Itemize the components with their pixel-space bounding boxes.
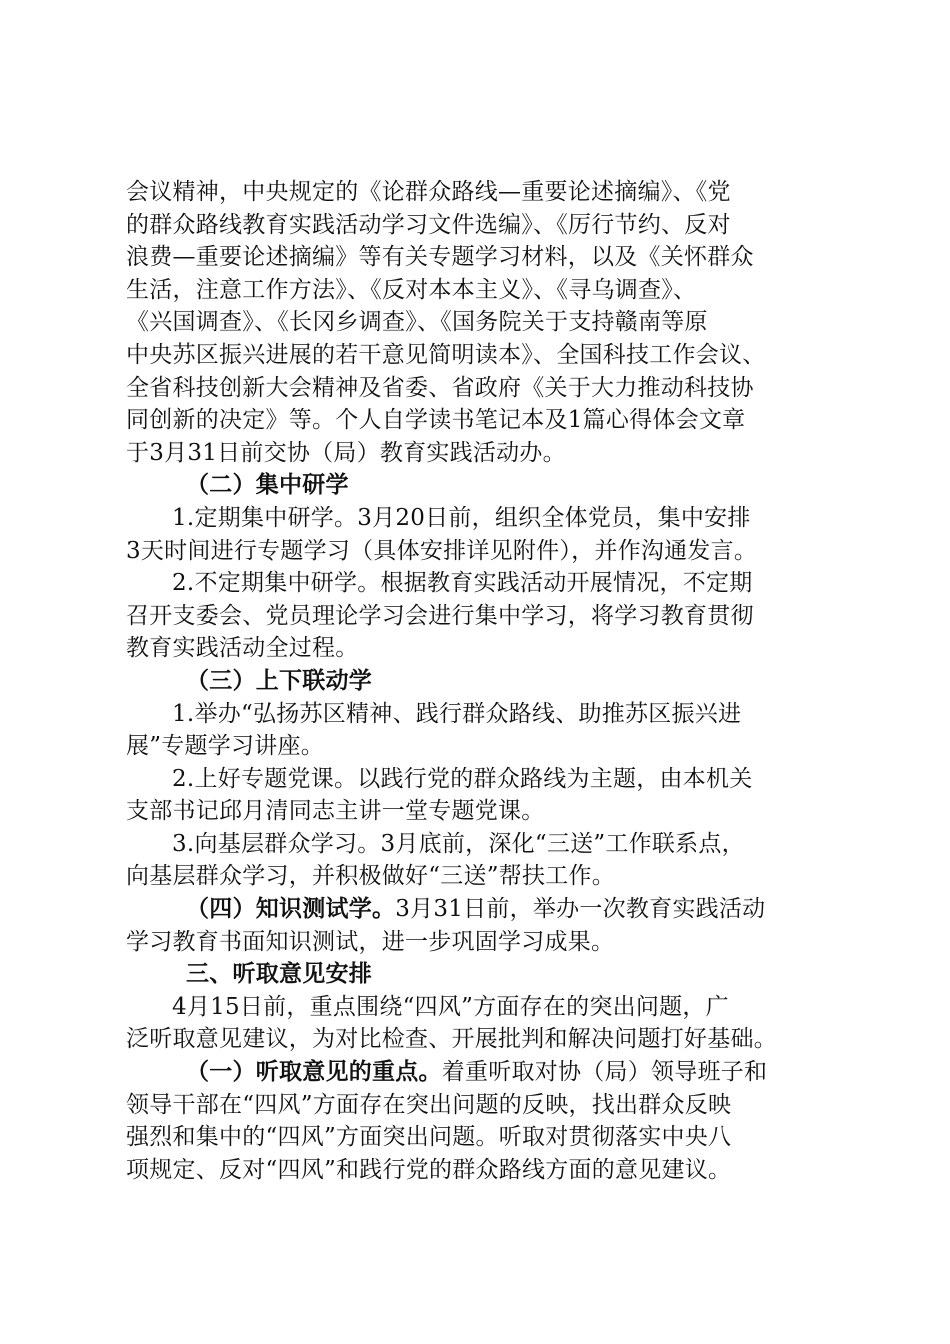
body-line: 教育实践活动全过程。 [126,635,359,662]
body-line: 3.向基层群众学习。3月底前，深化“三送”工作联系点， [172,830,745,857]
body-line: 4月15日前，重点围绕“四风”方面存在的突出问题，广 [172,993,729,1020]
body-line: 全省科技创新大会精神及省委、省政府《关于大力推动科技协 [126,374,754,401]
body-line: 项规定、反对“四风”和践行党的群众路线方面的意见建议。 [126,1156,732,1183]
body-line: 向基层群众学习，并积极做好“三送”帮扶工作。 [126,863,616,890]
body-line: 于3月31日前交协（局）教育实践活动办。 [126,439,566,466]
body-line: 中央苏区振兴进展的若干意见简明读本》、全国科技工作会议、 [126,341,766,368]
section-4-line [126,893,841,926]
opinion-focus-text: 着重听取对协（局）领导班子和 [441,1059,768,1086]
body-line: 生活，注意工作方法》、《反对本本主义》、《寻乌调查》、 [126,276,697,303]
chapter-heading-3: 三、听取意见安排 [186,961,372,988]
body-line: 泛听取意见建议，为对比检查、开展批判和解决问题打好基础。 [126,1026,777,1053]
section-heading-4: （四）知识测试学。 [186,896,396,923]
body-line: 《兴国调查》、《长冈乡调查》、《国务院关于支持赣南等原 [126,309,708,336]
body-line: 3天时间进行专题学习（具体安排详见附件），并作沟通发言。 [126,537,758,564]
body-line: 支部书记邱月清同志主讲一堂专题党课。 [126,798,545,825]
opinion-focus-line [126,1056,841,1089]
body-line: 1.定期集中研学。3月20日前，组织全体党员，集中安排 [172,504,751,531]
body-line: 学习教育书面知识测试，进一步巩固学习成果。 [126,928,615,955]
body-line: 2.不定期集中研学。根据教育实践活动开展情况，不定期 [172,570,753,597]
body-line: 1.举办“弘扬苏区精神、践行群众路线、助推苏区振兴进 [172,700,742,727]
body-line: 2.上好专题党课。以践行党的群众路线为主题，由本机关 [172,765,753,792]
document-body [126,176,841,1186]
section-heading-3: （三）上下联动学 [186,667,372,694]
body-line: 的群众路线教育实践活动学习文件选编》、《厉行节约、反对 [126,211,731,238]
body-line: 召开支委会、党员理论学习会进行集中学习，将学习教育贯彻 [126,602,754,629]
body-line: 浪费—重要论述摘编》等有关专题学习材料，以及《关怀群众 [126,244,754,271]
opinion-focus-heading: （一）听取意见的重点。 [186,1059,442,1086]
body-line: 强烈和集中的“四风”方面突出问题。听取对贯彻落实中央八 [126,1124,732,1151]
body-line: 领导干部在“四风”方面存在突出问题的反映，找出群众反映 [126,1091,732,1118]
body-line: 展”专题学习讲座。 [126,733,325,760]
section-heading-2: （二）集中研学 [186,472,349,499]
body-line: 同创新的决定》等。个人自学读书笔记本及1篇心得体会文章 [126,407,746,434]
body-line: 会议精神，中央规定的《论群众路线—重要论述摘编》、《党 [126,179,731,205]
section-4-text: 3月31日前，举办一次教育实践活动 [395,896,766,923]
